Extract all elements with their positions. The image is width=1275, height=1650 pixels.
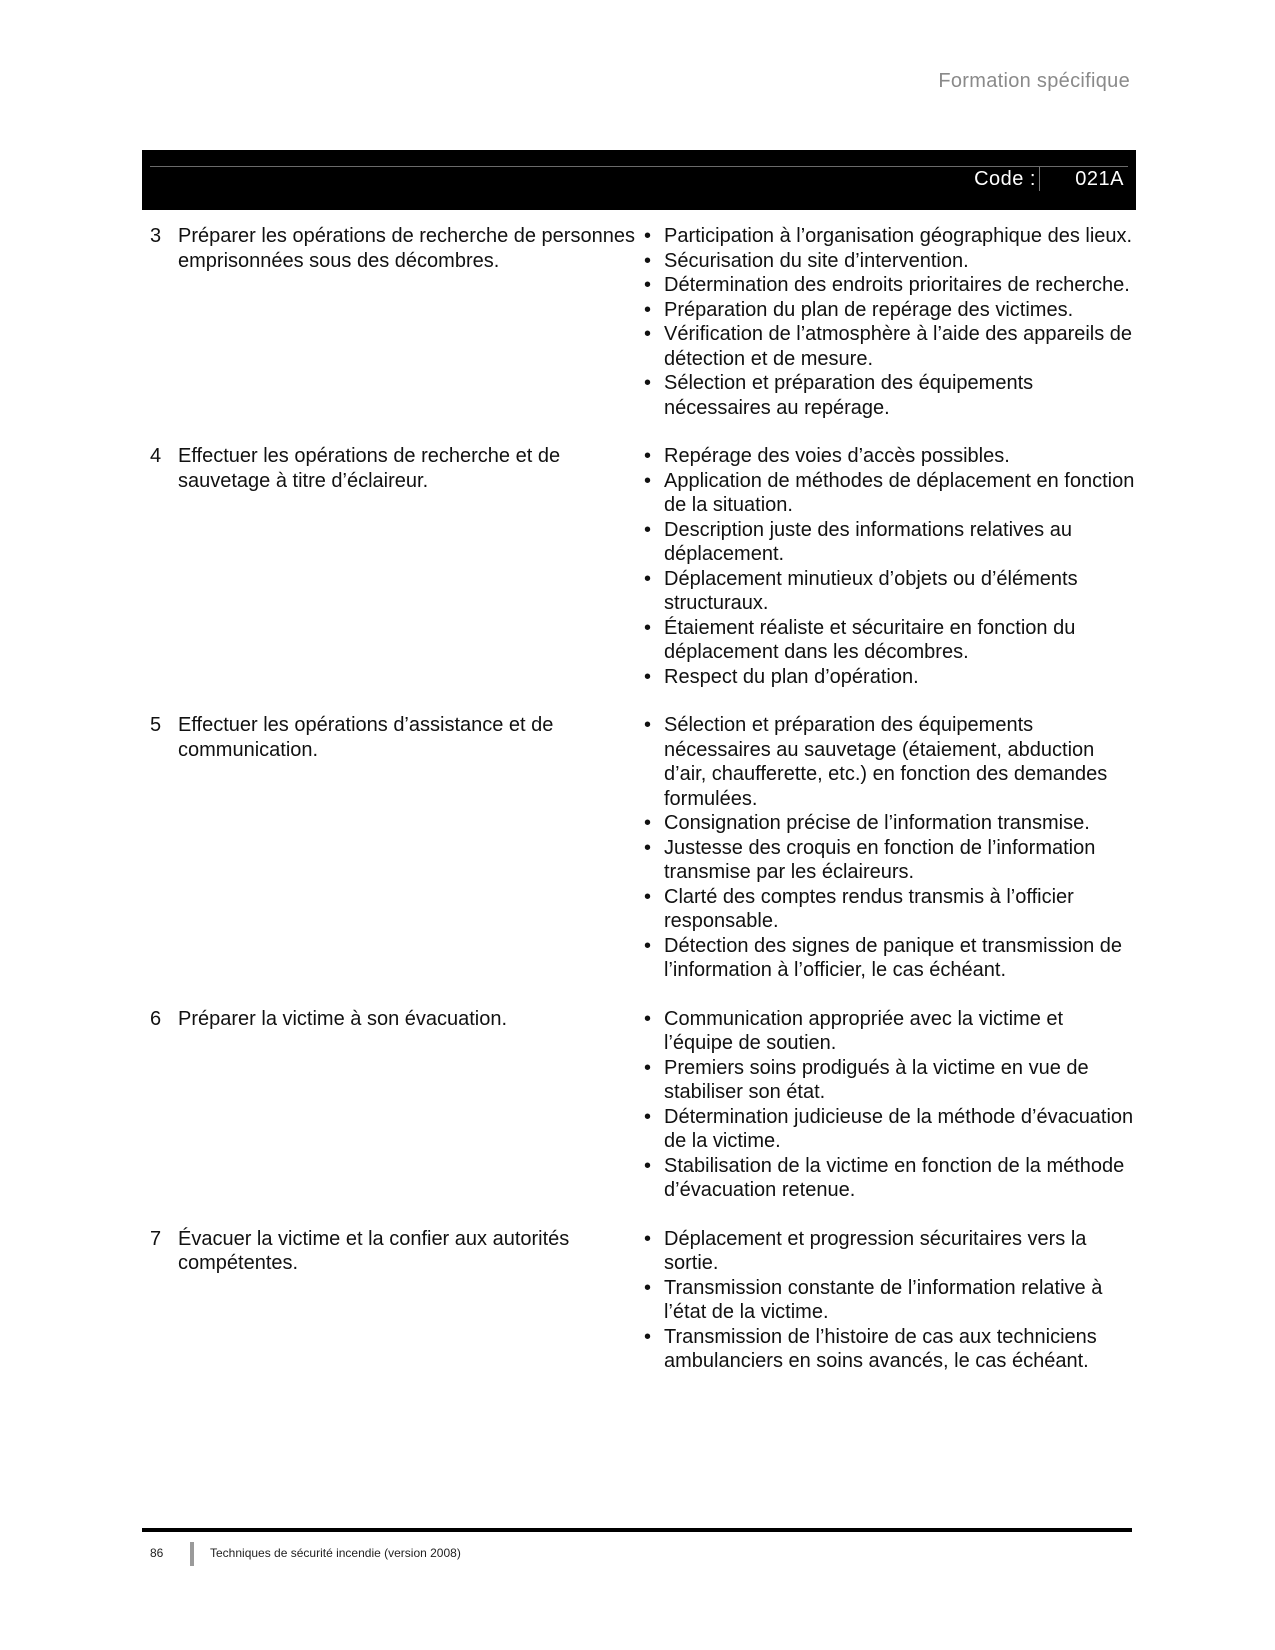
criteria-item: • Sécurisation du site d’intervention. [642,249,1135,274]
objective-row [150,713,1135,983]
code-separator [1039,167,1040,191]
footer-rule [142,1528,1132,1532]
objectives-table [150,224,1135,1398]
objective-text: Effectuer les opérations de recherche et de sauvetage à titre d’éclaireur. [178,445,561,492]
objective-text: Préparer la victime à son évacuation. [178,1007,508,1030]
criteria-item: • Déplacement minutieux d’objets ou d’éléments structuraux. [642,567,1135,616]
page-number: 86 [150,1546,164,1560]
criteria-list [642,224,1135,420]
objective-row [150,1227,1135,1374]
criteria-item: • Respect du plan d’opération. [642,665,1135,690]
criteria-cell [642,224,1135,420]
criteria-item: • Sélection et préparation des équipements nécessaires au sauvetage (étaiement, abduction d’air, chaufferette, etc.) en fonction des demandes formulées. [642,713,1135,811]
criteria-item: • Sélection et préparation des équipements nécessaires au repérage. [642,371,1135,420]
criteria-item: • Clarté des comptes rendus transmis à l’officier responsable. [642,885,1135,934]
objective-row [150,444,1135,689]
code-bar [142,150,1136,210]
criteria-item: • Premiers soins prodigués à la victime en vue de stabiliser son état. [642,1056,1135,1105]
criteria-item: • Justesse des croquis en fonction de l’information transmise par les éclaireurs. [642,836,1135,885]
objective-cell [150,1227,640,1374]
criteria-cell [642,1227,1135,1374]
criteria-cell [642,1007,1135,1203]
objective-number: 6 [150,1007,162,1030]
criteria-list [642,713,1135,983]
criteria-item: • Description juste des informations relatives au déplacement. [642,518,1135,567]
code-value: 021A [1075,168,1124,190]
objective-number: 4 [150,445,162,467]
running-head: Formation spécifique [938,70,1130,92]
criteria-item: • Repérage des voies d’accès possibles. [642,444,1135,469]
criteria-item: • Étaiement réaliste et sécuritaire en fonction du déplacement dans les décombres. [642,616,1135,665]
objective-row [150,224,1135,420]
objective-number: 3 [150,225,162,247]
objective-number: 7 [150,1227,162,1250]
objective-cell [150,444,640,689]
criteria-item: • Stabilisation de la victime en fonction de la méthode d’évacuation retenue. [642,1154,1135,1203]
criteria-list [642,1227,1135,1374]
criteria-item: • Transmission constante de l’information relative à l’état de la victime. [642,1276,1135,1325]
criteria-item: • Détection des signes de panique et transmission de l’information à l’officier, le cas échéant. [642,934,1135,983]
criteria-item: • Préparation du plan de repérage des victimes. [642,298,1135,323]
objective-row [150,1007,1135,1203]
criteria-cell [642,444,1135,689]
footer-divider [190,1542,194,1566]
code-label: Code : [974,168,1036,190]
criteria-cell [642,713,1135,983]
objective-cell [150,224,640,420]
code-bar-rule [150,166,1128,167]
criteria-list [642,1007,1135,1203]
criteria-item: • Vérification de l’atmosphère à l’aide des appareils de détection et de mesure. [642,322,1135,371]
footer-document-title: Techniques de sécurité incendie (version 2008) [210,1546,461,1560]
objective-text: Effectuer les opérations d’assistance et de communication. [178,714,554,761]
criteria-list [642,444,1135,689]
criteria-item: • Détermination judicieuse de la méthode d’évacuation de la victime. [642,1105,1135,1154]
criteria-item: • Application de méthodes de déplacement en fonction de la situation. [642,469,1135,518]
criteria-item: • Transmission de l’histoire de cas aux techniciens ambulanciers en soins avancés, le cas échéant. [642,1325,1135,1374]
criteria-item: • Communication appropriée avec la victime et l’équipe de soutien. [642,1007,1135,1056]
criteria-item: • Déplacement et progression sécuritaires vers la sortie. [642,1227,1135,1276]
objective-text: Préparer les opérations de recherche de personnes emprisonnées sous des décombres. [178,225,635,272]
criteria-item: • Consignation précise de l’information transmise. [642,811,1135,836]
objective-text: Évacuer la victime et la confier aux autorités compétentes. [178,1227,570,1274]
criteria-item: • Détermination des endroits prioritaires de recherche. [642,273,1135,298]
objective-cell [150,713,640,983]
criteria-item: • Participation à l’organisation géographique des lieux. [642,224,1135,249]
objective-cell [150,1007,640,1203]
objective-number: 5 [150,714,162,736]
